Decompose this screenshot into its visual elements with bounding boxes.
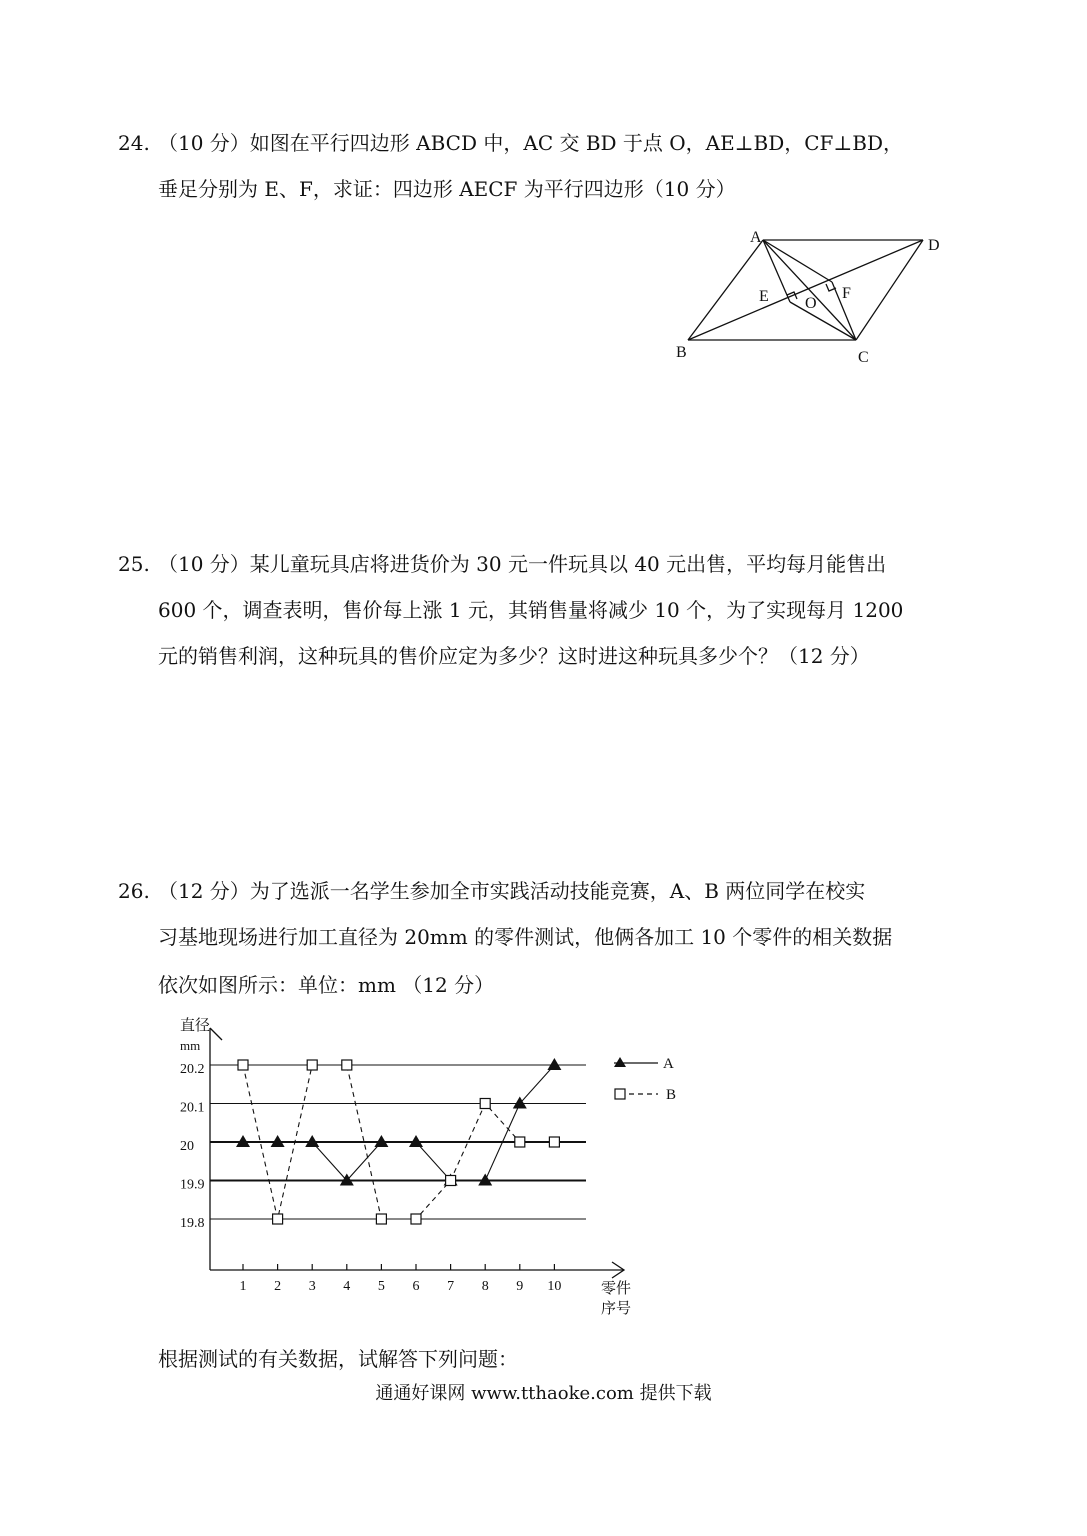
q24-number: 24. — [118, 131, 150, 155]
data-point-a — [547, 1058, 561, 1070]
y-tick-label: 20 — [180, 1139, 194, 1154]
label-c: C — [858, 349, 869, 366]
q26-number: 26. — [118, 879, 150, 903]
y-tick-label: 20.2 — [180, 1062, 205, 1077]
q25-text-line2: 600 个，调查表明，售价每上涨 1 元，其销售量将减少 10 个，为了实现每月 1200 — [158, 598, 904, 622]
x-tick-label: 2 — [274, 1279, 282, 1294]
data-point-b — [238, 1060, 248, 1070]
data-point-b — [446, 1176, 456, 1186]
q25-number: 25. — [118, 552, 150, 576]
x-tick-label: 10 — [547, 1279, 562, 1294]
q26-text-line2: 习基地现场进行加工直径为 20mm 的零件测试，他俩各加工 10 个零件的相关数据 — [158, 925, 893, 949]
data-point-b — [411, 1214, 421, 1224]
y-tick-label: 19.9 — [180, 1177, 205, 1193]
x-tick-label: 9 — [516, 1279, 524, 1294]
data-point-b — [549, 1137, 559, 1147]
q26-text-line3: 依次如图所示：单位：mm （12 分） — [158, 973, 495, 997]
x-tick-label: 3 — [308, 1279, 316, 1294]
q24-text-line2: 垂足分别为 E、F，求证：四边形 AECF 为平行四边形（10 分） — [158, 177, 736, 201]
q26-after-chart-text: 根据测试的有关数据，试解答下列问题： — [158, 1347, 518, 1371]
y-tick-label: 20.1 — [180, 1100, 205, 1116]
x-axis-title-line2: 序号 — [601, 1301, 632, 1317]
label-b: B — [676, 344, 687, 361]
y-axis-title-line1: 直径 — [180, 1018, 211, 1034]
label-o: O — [805, 295, 817, 312]
data-point-b — [342, 1060, 352, 1070]
y-axis-arrow — [210, 1028, 222, 1040]
label-e: E — [759, 288, 769, 305]
x-tick-label: 6 — [412, 1279, 420, 1294]
y-axis-title-line2: mm — [180, 1038, 201, 1053]
data-point-b — [273, 1214, 283, 1224]
q25-text-line1: （10 分）某儿童玩具店将进货价为 30 元一件玩具以 40 元出售，平均每月能售出 — [158, 552, 887, 576]
label-a: A — [750, 229, 762, 246]
legend-label-b: B — [666, 1087, 677, 1103]
q24-text-line1: （10 分）如图在平行四边形 ABCD 中，AC 交 BD 于点 O，AE⊥BD，CF⊥BD， — [158, 131, 903, 155]
x-tick-label: 5 — [377, 1279, 385, 1294]
q25-text-line3: 元的销售利润，这种玩具的售价应定为多少？这时进这种玩具多少个？（12 分） — [158, 644, 870, 668]
label-f: F — [842, 285, 851, 302]
label-d: D — [928, 237, 940, 254]
x-tick-label: 8 — [481, 1279, 489, 1294]
data-point-b — [307, 1060, 317, 1070]
q26-text-line1: （12 分）为了选派一名学生参加全市实践活动技能竞赛，A、B 两位同学在校实 — [158, 879, 866, 903]
y-tick-label: 19.8 — [180, 1216, 205, 1231]
x-axis-title-line1: 零件 — [601, 1281, 632, 1297]
page-footer: 通通好课网 www.tthaoke.com 提供下载 — [375, 1383, 712, 1404]
legend — [614, 1056, 676, 1103]
data-point-b — [376, 1214, 386, 1224]
legend-marker-a — [614, 1057, 626, 1067]
data-point-b — [515, 1137, 525, 1147]
legend-marker-b — [615, 1089, 625, 1099]
x-tick-label: 1 — [239, 1279, 247, 1294]
legend-label-a: A — [663, 1056, 674, 1072]
x-tick-label: 4 — [343, 1279, 351, 1294]
data-point-b — [480, 1099, 490, 1109]
series-line-a — [243, 1065, 554, 1181]
x-tick-label: 7 — [447, 1279, 455, 1294]
